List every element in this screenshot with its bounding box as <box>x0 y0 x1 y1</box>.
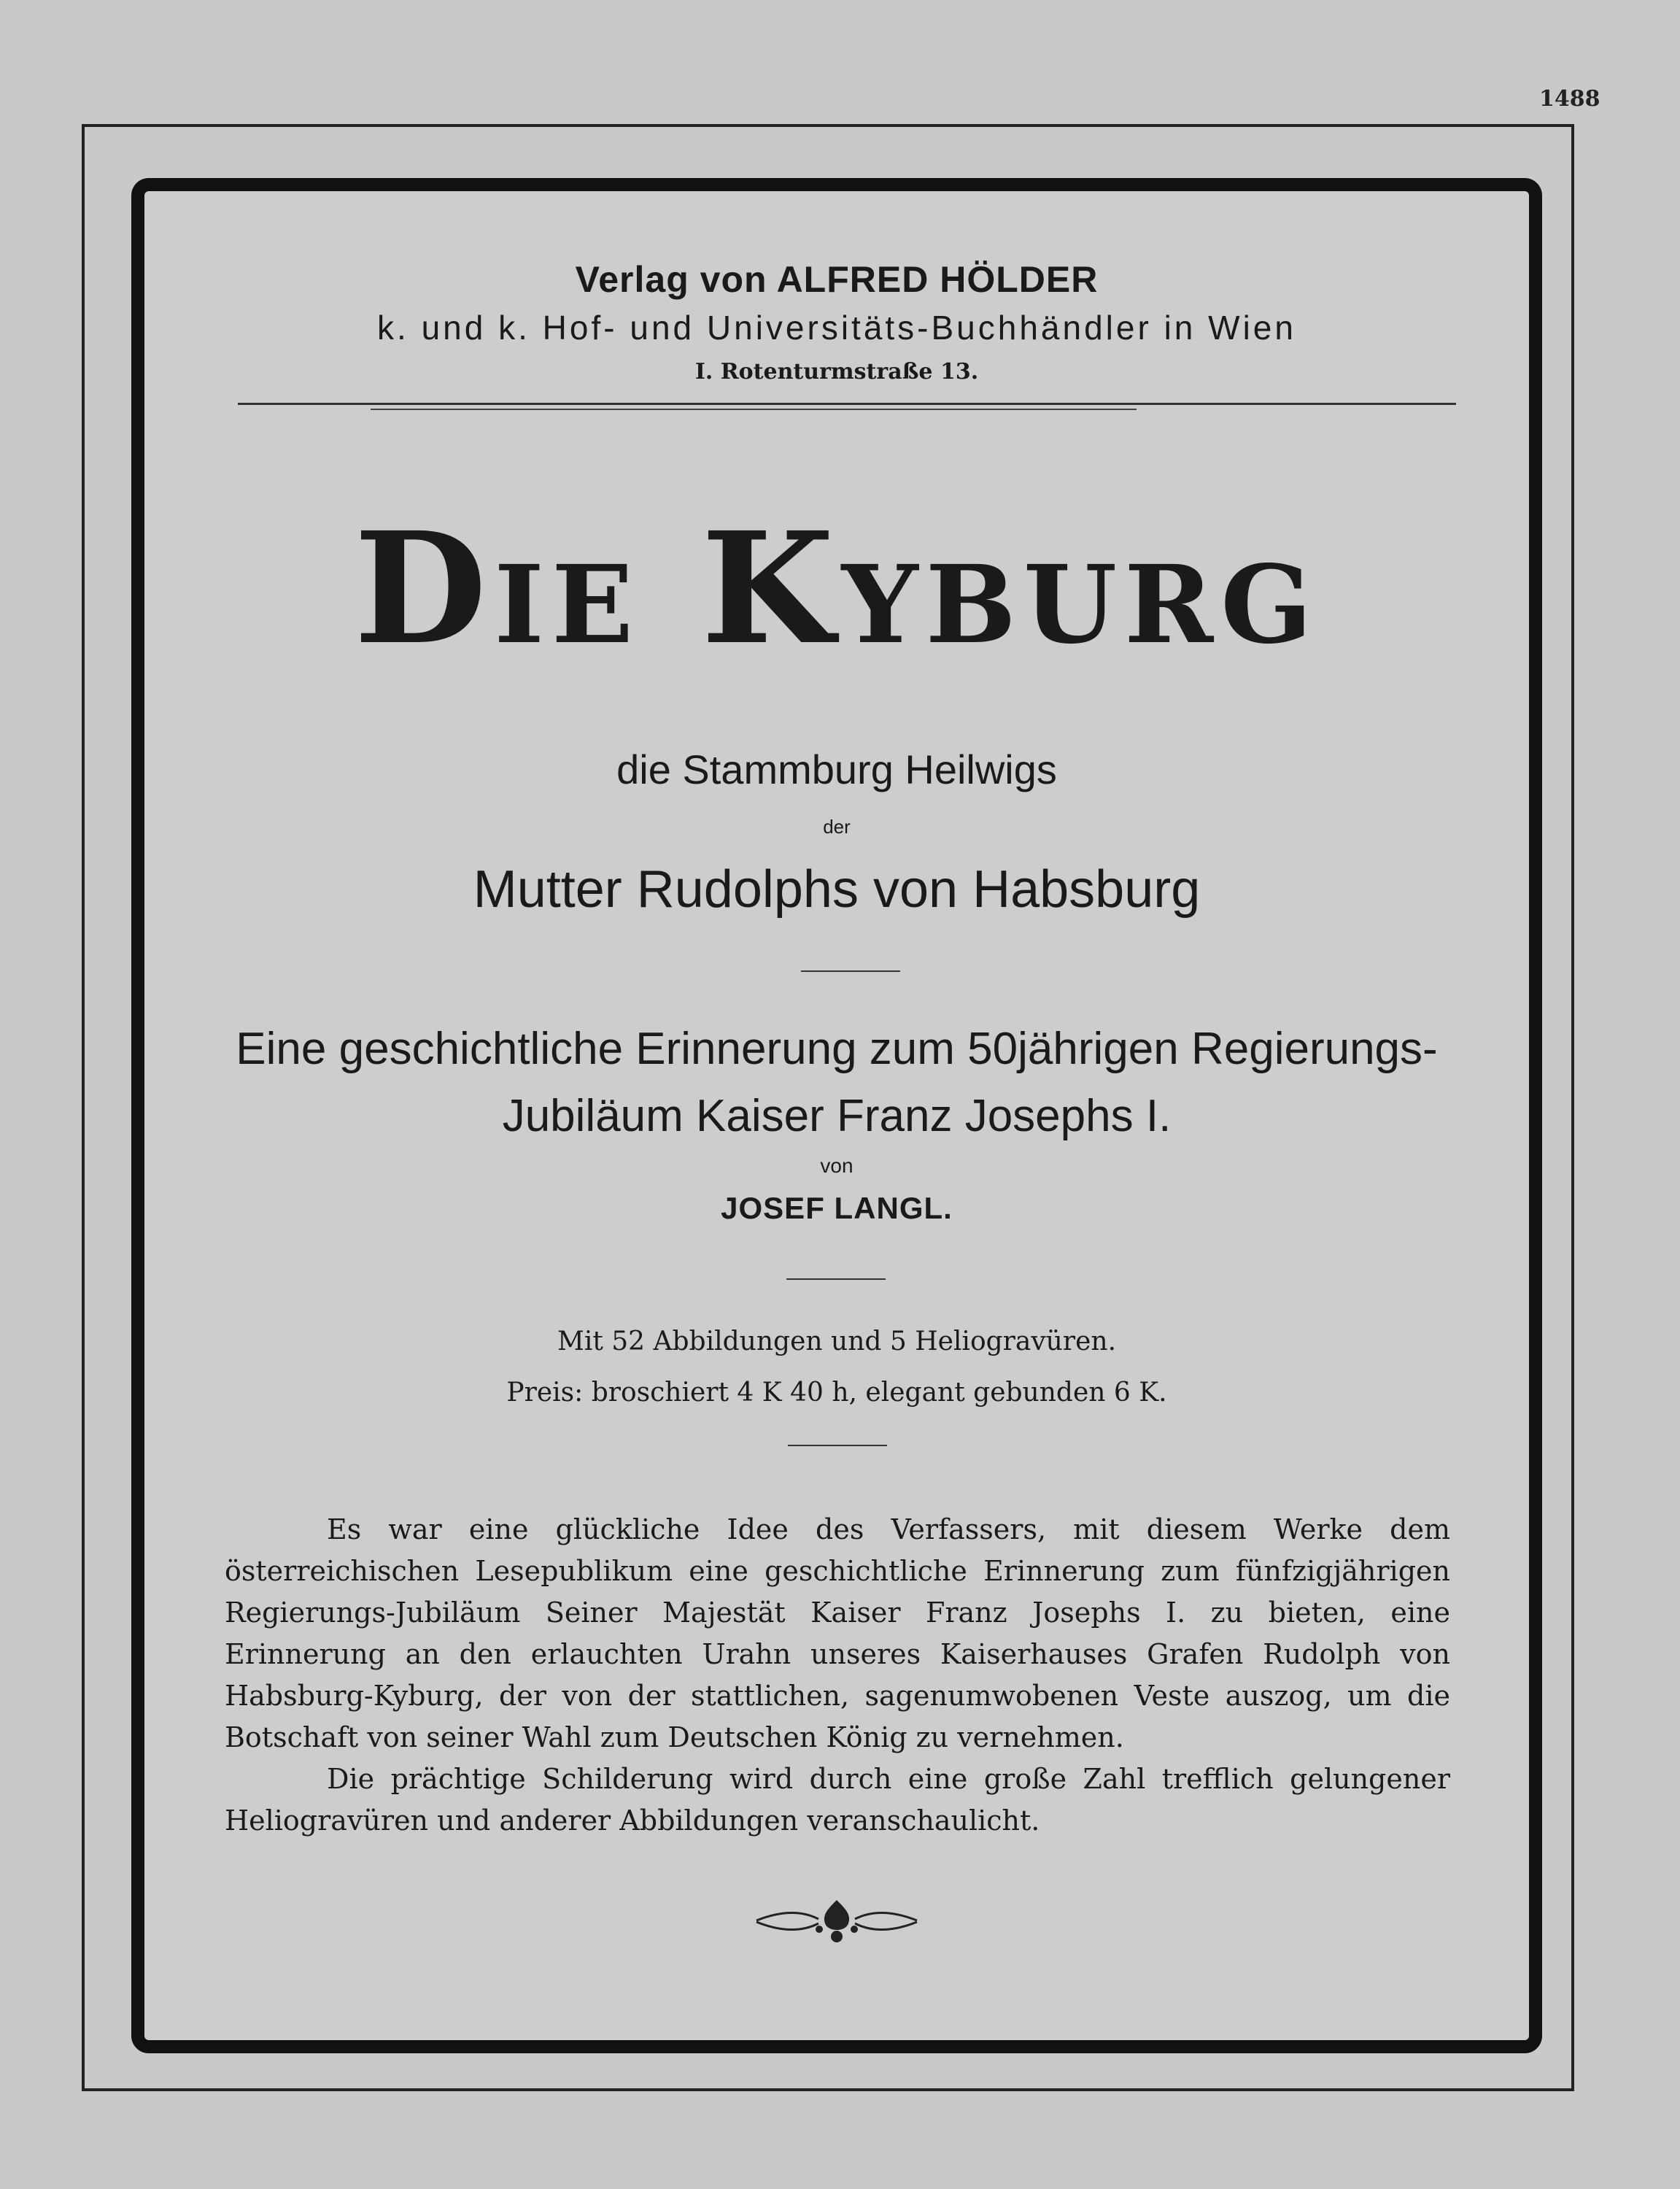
announcement-frame <box>131 178 1542 2053</box>
fleuron-ornament-icon <box>749 1891 924 1950</box>
publisher-title: k. und k. Hof- und Universitäts-Buchhändler in Wien <box>377 309 1296 347</box>
divider-rule <box>788 1445 887 1446</box>
commemoration-line-1: Eine geschichtliche Erinnerung zum 50jährigen Regierungs- <box>236 1024 1438 1074</box>
divider-rule <box>786 1278 886 1280</box>
description-paragraph-2: Die prächtige Schilderung wird durch eine große Zahl trefflich gelungener Heliogravüren und anderer Abbildungen veranschaulicht. <box>225 1763 1450 1837</box>
illustrations-note: Mit 52 Abbildungen und 5 Heliogravüren. <box>557 1327 1117 1356</box>
header-rule <box>238 403 1456 405</box>
author-name: JOSEF LANGL. <box>721 1191 953 1225</box>
divider-rule <box>801 970 900 972</box>
header-rule-secondary <box>371 409 1137 410</box>
publisher-address: I. Rotenturmstraße 13. <box>694 359 979 385</box>
page-number: 1488 <box>1539 86 1600 112</box>
publisher-name: Verlag von ALFRED HÖLDER <box>575 259 1099 300</box>
subtitle-line-2: Mutter Rudolphs von Habsburg <box>473 860 1201 919</box>
subtitle-line-1: die Stammburg Heilwigs <box>616 746 1057 792</box>
price-note: Preis: broschiert 4 K 40 h, elegant gebunden 6 K. <box>506 1378 1167 1408</box>
book-title: Die Kyburg <box>354 498 1320 679</box>
commemoration-line-2: Jubiläum Kaiser Franz Josephs I. <box>502 1091 1172 1141</box>
commemoration-text <box>144 1016 1529 1150</box>
description-paragraph-1: Es war eine glückliche Idee des Verfassers, mit diesem Werke dem österreichischen Lesepublikum eine geschichtliche Erinnerung zum fünfzigjährigen Regierungs-Jubiläum Seiner Majestät Kaiser Franz Josephs I. zu bieten, eine Erinnerung an den erlauchten Urahn unseres Kaiserhauses Grafen Rudolph von Habsburg-Kyburg, der von der stattlichen, sagenumwobenen Veste auszog, um die Botschaft von seiner Wahl zum Deutschen König zu vernehmen. <box>225 1513 1450 1753</box>
by-label: von <box>820 1154 853 1177</box>
description-text <box>225 1509 1450 1842</box>
subtitle-connector: der <box>823 816 851 838</box>
